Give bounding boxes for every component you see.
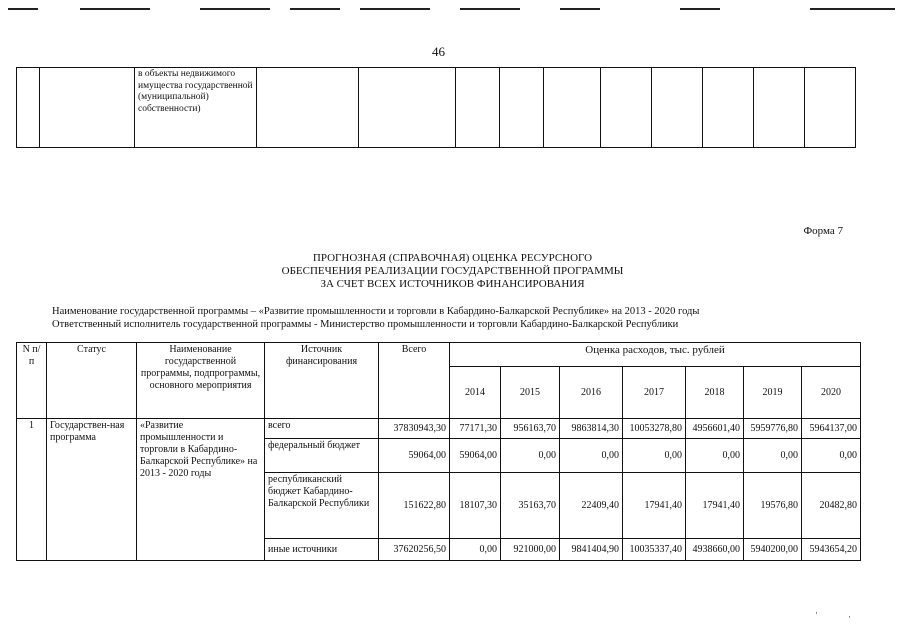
scan-speck: · bbox=[848, 612, 851, 622]
year-value: 4956601,40 bbox=[686, 419, 744, 439]
executor-line: Ответственный исполнитель государственной программы - Министерство промышленности и торговли Кабардино-Балкарской Республики bbox=[52, 319, 679, 330]
fragment-cell-text: в объекты недвижимого имущества государственной (муниципальной) собственности) bbox=[135, 68, 257, 148]
header-num: N п/п bbox=[17, 343, 47, 419]
year-value: 0,00 bbox=[560, 439, 623, 473]
row-status: Государствен-ная программа bbox=[47, 419, 137, 561]
year-value: 0,00 bbox=[623, 439, 686, 473]
year-value: 921000,00 bbox=[501, 539, 560, 561]
year-value: 17941,40 bbox=[623, 473, 686, 539]
year-value: 0,00 bbox=[501, 439, 560, 473]
year-value: 10035337,40 bbox=[623, 539, 686, 561]
scan-artifact-line bbox=[460, 8, 520, 10]
year-value: 20482,80 bbox=[802, 473, 861, 539]
header-total: Всего bbox=[379, 343, 450, 419]
scan-artifact-line bbox=[560, 8, 600, 10]
scan-artifact-line bbox=[290, 8, 340, 10]
scan-artifact-line bbox=[8, 8, 38, 10]
header-year: 2014 bbox=[450, 367, 501, 419]
year-value: 19576,80 bbox=[744, 473, 802, 539]
program-name-line: Наименование государственной программы – «Развитие промышленности и торговли в Кабардино-Балкарской Республике» на 2013 - 2020 годы bbox=[52, 306, 700, 317]
header-year: 2020 bbox=[802, 367, 861, 419]
year-value: 9863814,30 bbox=[560, 419, 623, 439]
header-status: Статус bbox=[47, 343, 137, 419]
page-number: 46 bbox=[432, 44, 445, 59]
header-estimate: Оценка расходов, тыс. рублей bbox=[450, 343, 861, 367]
source-total: 59064,00 bbox=[379, 439, 450, 473]
header-year: 2018 bbox=[686, 367, 744, 419]
document-title-line-3: ЗА СЧЕТ ВСЕХ ИСТОЧНИКОВ ФИНАНСИРОВАНИЯ bbox=[320, 278, 585, 290]
scan-artifact-line bbox=[80, 8, 150, 10]
year-value: 77171,30 bbox=[450, 419, 501, 439]
header-year: 2016 bbox=[560, 367, 623, 419]
resource-estimate-table bbox=[16, 342, 861, 561]
year-value: 9841404,90 bbox=[560, 539, 623, 561]
document-title-line-1: ПРОГНОЗНАЯ (СПРАВОЧНАЯ) ОЦЕНКА РЕСУРСНОГО bbox=[312, 252, 593, 264]
header-source: Источник финансирования bbox=[265, 343, 379, 419]
year-value: 5940200,00 bbox=[744, 539, 802, 561]
scan-artifact-line bbox=[200, 8, 270, 10]
year-value: 0,00 bbox=[686, 439, 744, 473]
source-label: иные источники bbox=[265, 539, 379, 561]
source-total: 37620256,50 bbox=[379, 539, 450, 561]
row-program-name: «Развитие промышленности и торговли в Кабардино-Балкарской Республике» на 2013 - 2020 годы bbox=[137, 419, 265, 561]
scan-artifact-line bbox=[360, 8, 430, 10]
year-value: 956163,70 bbox=[501, 419, 560, 439]
year-value: 18107,30 bbox=[450, 473, 501, 539]
scan-artifact-line bbox=[680, 8, 720, 10]
source-total: 37830943,30 bbox=[379, 419, 450, 439]
year-value: 10053278,80 bbox=[623, 419, 686, 439]
year-value: 22409,40 bbox=[560, 473, 623, 539]
continued-table-fragment bbox=[16, 67, 856, 148]
header-year: 2017 bbox=[623, 367, 686, 419]
header-year: 2015 bbox=[501, 367, 560, 419]
source-total: 151622,80 bbox=[379, 473, 450, 539]
form-label: Форма 7 bbox=[803, 225, 843, 237]
source-label: федеральный бюджет bbox=[265, 439, 379, 473]
year-value: 5964137,00 bbox=[802, 419, 861, 439]
source-label: всего bbox=[265, 419, 379, 439]
year-value: 0,00 bbox=[744, 439, 802, 473]
year-value: 4938660,00 bbox=[686, 539, 744, 561]
year-value: 5959776,80 bbox=[744, 419, 802, 439]
year-value: 59064,00 bbox=[450, 439, 501, 473]
row-num: 1 bbox=[17, 419, 47, 561]
source-label: республиканский бюджет Кабардино-Балкарской Республики bbox=[265, 473, 379, 539]
year-value: 5943654,20 bbox=[802, 539, 861, 561]
year-value: 0,00 bbox=[450, 539, 501, 561]
document-title-line-2: ОБЕСПЕЧЕНИЯ РЕАЛИЗАЦИИ ГОСУДАРСТВЕННОЙ ПРОГРАММЫ bbox=[281, 265, 624, 277]
header-name: Наименование государственной программы, подпрограммы, основного мероприятия bbox=[137, 343, 265, 419]
scan-speck: · bbox=[815, 608, 818, 618]
year-value: 35163,70 bbox=[501, 473, 560, 539]
scan-artifact-line bbox=[810, 8, 895, 10]
table-row bbox=[17, 419, 861, 439]
year-value: 17941,40 bbox=[686, 473, 744, 539]
year-value: 0,00 bbox=[802, 439, 861, 473]
header-year: 2019 bbox=[744, 367, 802, 419]
